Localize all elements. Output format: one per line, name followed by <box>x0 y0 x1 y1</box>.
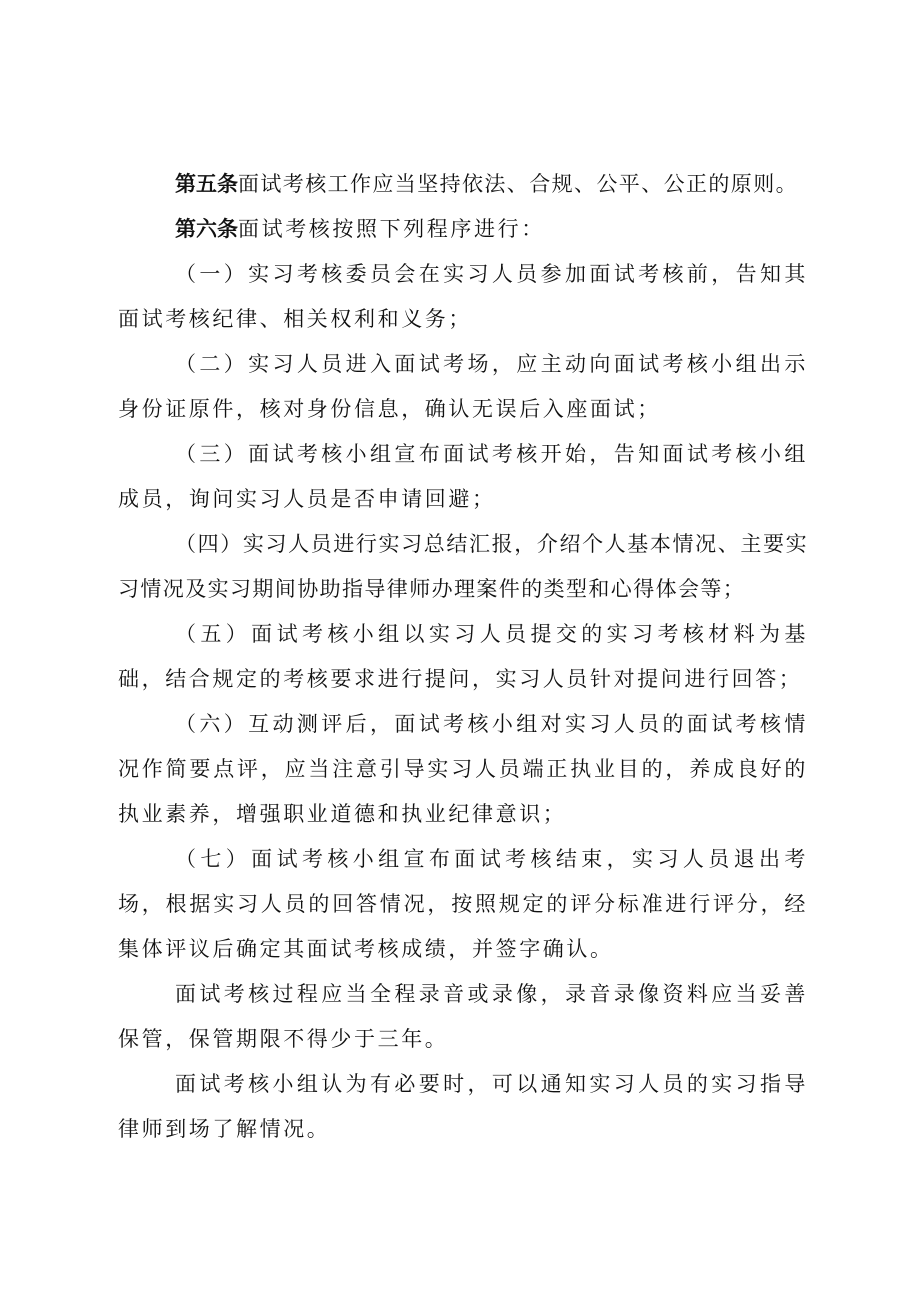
procedure-item-4: （四）实习人员进行实习总结汇报，介绍个人基本情况、主要实习情况及实习期间协助指导律师办理案件的类型和心得体会等； <box>118 532 808 601</box>
article-6 <box>118 207 808 252</box>
supervisor-paragraph: 面试考核小组认为有必要时，可以通知实习人员的实习指导律师到场了解情况。 <box>118 1072 808 1141</box>
procedure-item-5: （五）面试考核小组以实习人员提交的实习考核材料为基础，结合规定的考核要求进行提问，实习人员针对提问进行回答； <box>118 622 808 691</box>
article-6-heading: 第六条 <box>175 217 238 241</box>
article-6-text: 面试考核按照下列程序进行： <box>238 217 545 241</box>
article-5-heading: 第五条 <box>175 172 238 196</box>
procedure-item-1: （一）实习考核委员会在实习人员参加面试考核前，告知其面试考核纪律、相关权利和义务； <box>118 262 808 331</box>
procedure-item-6: （六）互动测评后，面试考核小组对实习人员的面试考核情况作简要点评，应当注意引导实习人员端正执业目的，养成良好的执业素养，增强职业道德和执业纪律意识； <box>118 712 808 826</box>
procedure-item-2: （二）实习人员进入面试考场，应主动向面试考核小组出示身份证原件，核对身份信息，确认无误后入座面试； <box>118 352 808 421</box>
article-5 <box>118 162 808 207</box>
procedure-item-7: （七）面试考核小组宣布面试考核结束，实习人员退出考场，根据实习人员的回答情况，按照规定的评分标准进行评分，经集体评议后确定其面试考核成绩，并签字确认。 <box>118 847 808 961</box>
procedure-item-3: （三）面试考核小组宣布面试考核开始，告知面试考核小组成员，询问实习人员是否申请回避； <box>118 442 808 511</box>
article-5-text: 面试考核工作应当坚持依法、合规、公平、公正的原则。 <box>238 172 798 196</box>
document-body <box>118 162 808 1152</box>
recording-paragraph: 面试考核过程应当全程录音或录像，录音录像资料应当妥善保管，保管期限不得少于三年。 <box>118 982 808 1051</box>
